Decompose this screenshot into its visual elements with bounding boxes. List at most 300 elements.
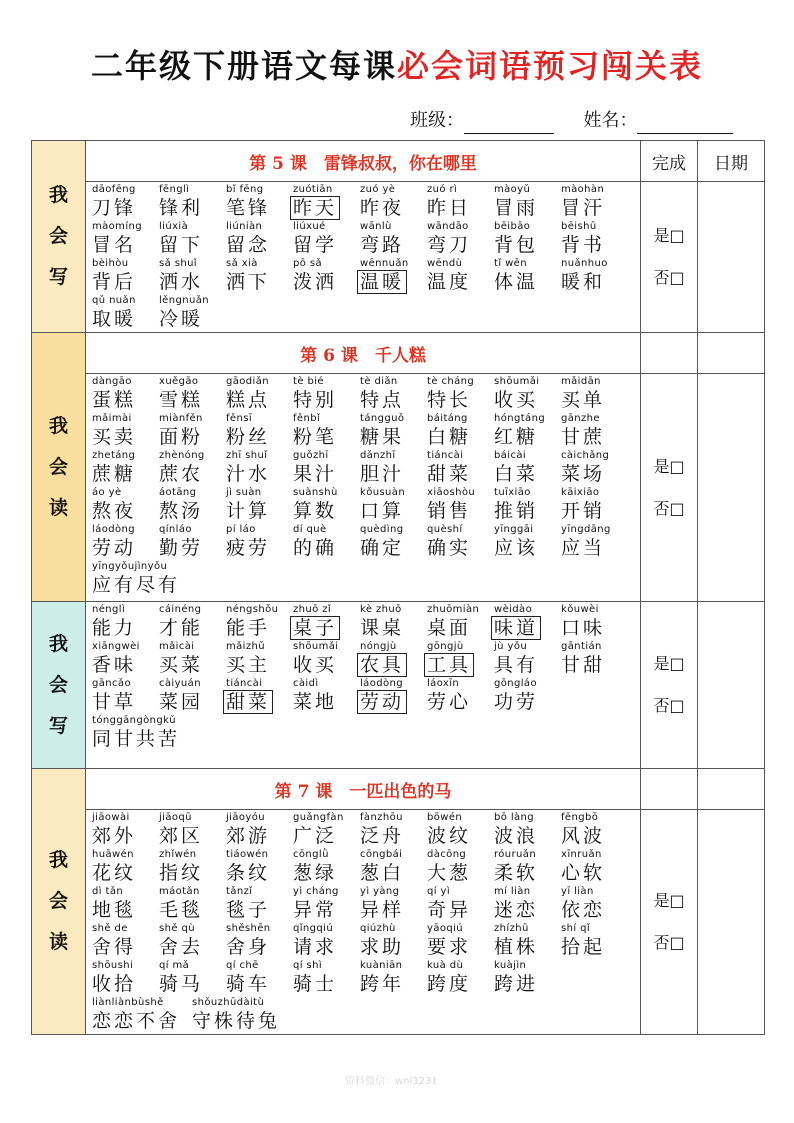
word-hanzi: 郊游: [226, 825, 271, 847]
word-hanzi: 温暖: [357, 270, 407, 294]
page-title: [0, 44, 794, 88]
word-pinyin: qínláo: [159, 524, 192, 535]
word-pinyin: shě qù: [159, 923, 195, 934]
word-hanzi: 拾起: [561, 936, 606, 958]
word-item: [494, 221, 561, 257]
word-pinyin: qí yì: [427, 886, 451, 897]
class-label: 班级：: [410, 110, 464, 131]
word-pinyin: zhetáng: [92, 450, 136, 461]
word-pinyin: bǐ fēng: [226, 184, 264, 195]
word-pinyin: tángguǒ: [360, 413, 405, 424]
word-hanzi: 面粉: [159, 426, 204, 448]
word-hanzi: 同甘共苦: [92, 728, 181, 750]
word-pinyin: dāofēng: [92, 184, 136, 195]
word-hanzi: 买单: [561, 389, 606, 411]
word-pinyin: bēishū: [561, 221, 597, 232]
word-item: [159, 524, 226, 560]
word-pinyin: lěngnuǎn: [159, 295, 209, 306]
word-list: [86, 374, 640, 598]
word-pinyin: suànshù: [293, 487, 338, 498]
word-item: [427, 221, 494, 257]
lesson-title: 第 6 课 千人糕: [86, 333, 641, 374]
word-item: [494, 487, 561, 523]
title-black-part: 二年级下册语文每课: [90, 47, 397, 85]
word-hanzi: 求助: [360, 936, 405, 958]
word-hanzi: 迷恋: [494, 899, 539, 921]
word-hanzi: 雪糕: [159, 389, 204, 411]
no-checkbox[interactable]: 否□: [653, 498, 685, 518]
word-hanzi: 留学: [293, 234, 338, 256]
word-pinyin: gāncǎo: [92, 678, 131, 689]
word-pinyin: càichǎng: [561, 450, 610, 461]
word-hanzi: 白菜: [494, 463, 539, 485]
word-item: [427, 413, 494, 449]
word-pinyin: màoyǔ: [494, 184, 531, 195]
yes-checkbox[interactable]: 是□: [653, 891, 685, 910]
word-item: [92, 886, 159, 922]
word-hanzi: 能力: [92, 617, 137, 639]
no-checkbox[interactable]: 否□: [653, 933, 685, 952]
word-pinyin: dàngāo: [92, 376, 132, 387]
word-hanzi: 泼洒: [293, 271, 338, 293]
word-hanzi: 口味: [561, 617, 606, 639]
word-item: [494, 641, 561, 677]
no-checkbox[interactable]: 否□: [653, 696, 685, 715]
word-hanzi: 舍去: [159, 936, 204, 958]
word-pinyin: bēibāo: [494, 221, 531, 232]
word-hanzi: 笔锋: [226, 197, 271, 219]
word-list-cell: [86, 602, 641, 769]
word-pinyin: tǐ wēn: [494, 258, 527, 269]
word-pinyin: kuà dù: [427, 960, 464, 971]
word-item: [293, 184, 360, 220]
word-pinyin: xuěgāo: [159, 376, 199, 387]
word-item: [494, 258, 561, 294]
word-hanzi: 背书: [561, 234, 606, 256]
word-hanzi: 请求: [293, 936, 338, 958]
word-hanzi: 舍得: [92, 936, 137, 958]
word-pinyin: qí shì: [293, 960, 323, 971]
word-pinyin: kǒusuàn: [360, 487, 406, 498]
word-pinyin: kè zhuō: [360, 604, 402, 615]
word-item: [494, 413, 561, 449]
word-item: [561, 812, 628, 848]
word-pinyin: bèihòu: [92, 258, 129, 269]
word-item: [226, 849, 293, 885]
word-hanzi: 劳动: [357, 690, 407, 714]
lesson-header-row: [32, 333, 765, 374]
word-item: [92, 678, 159, 714]
word-pinyin: yāoqiú: [427, 923, 464, 934]
word-item: [494, 812, 561, 848]
word-pinyin: mǎimài: [92, 413, 132, 424]
word-pinyin: fěnbǐ: [293, 413, 321, 424]
word-pinyin: láoxīn: [427, 678, 460, 689]
title-red-part: 必会词语预习闯关表: [397, 47, 704, 85]
header-date: 日期: [698, 141, 765, 182]
word-hanzi: 白糖: [427, 426, 472, 448]
word-item: [494, 678, 561, 714]
word-hanzi: 背包: [494, 234, 539, 256]
word-hanzi: 跨度: [427, 973, 472, 995]
word-pinyin: dàcōng: [427, 849, 467, 860]
word-hanzi: 骑士: [293, 973, 338, 995]
word-item: [226, 450, 293, 486]
word-item: [360, 450, 427, 486]
word-hanzi: 泛舟: [360, 825, 405, 847]
word-item: [159, 450, 226, 486]
word-item: [159, 258, 226, 294]
side-char: 读: [48, 496, 68, 519]
word-item: [159, 221, 226, 257]
word-hanzi: 甜菜: [427, 463, 472, 485]
word-pinyin: liúxià: [159, 221, 189, 232]
word-pinyin: shōumǎi: [494, 376, 540, 387]
word-pinyin: néngshǒu: [226, 604, 279, 615]
word-item: [360, 487, 427, 523]
word-pinyin: liúxué: [293, 221, 326, 232]
word-pinyin: zhuō zǐ: [293, 604, 332, 615]
word-hanzi: 收买: [494, 389, 539, 411]
word-pinyin: pō sǎ: [293, 258, 322, 269]
word-item: [427, 678, 494, 714]
word-pinyin: láodòng: [360, 678, 403, 689]
word-item: [561, 221, 628, 257]
word-list-cell: [86, 182, 641, 333]
word-hanzi: 才能: [159, 617, 204, 639]
word-pinyin: wēnnuǎn: [360, 258, 409, 269]
word-item: [494, 960, 561, 996]
word-item: [293, 678, 360, 714]
word-pinyin: zhǐwén: [159, 849, 197, 860]
word-item: [494, 849, 561, 885]
word-item: [360, 413, 427, 449]
word-pinyin: tuīxiāo: [494, 487, 531, 498]
word-hanzi: 锋利: [159, 197, 204, 219]
word-item: [561, 450, 628, 486]
date-cell[interactable]: [698, 182, 765, 333]
word-item: [159, 812, 226, 848]
word-item: [293, 960, 360, 996]
word-item: [92, 561, 225, 597]
word-hanzi: 口算: [360, 500, 405, 522]
word-row: [32, 182, 765, 333]
word-hanzi: 葱绿: [293, 862, 338, 884]
lesson-title: 第 7 课 一匹出色的马: [86, 769, 641, 810]
side-char: 会: [48, 673, 68, 696]
word-hanzi: 体温: [494, 271, 539, 293]
word-pinyin: wāndāo: [427, 221, 469, 232]
word-item: [226, 812, 293, 848]
word-hanzi: 洒下: [226, 271, 271, 293]
word-item: [92, 923, 159, 959]
word-hanzi: 异样: [360, 899, 405, 921]
word-hanzi: 桌面: [427, 617, 472, 639]
word-pinyin: gānzhe: [561, 413, 600, 424]
word-item: [427, 641, 494, 677]
word-hanzi: 劳动: [92, 537, 137, 559]
word-hanzi: 计算: [226, 500, 271, 522]
word-item: [561, 641, 628, 677]
word-item: [360, 641, 427, 677]
word-item: [226, 604, 293, 640]
word-item: [92, 221, 159, 257]
word-hanzi: 郊外: [92, 825, 137, 847]
word-hanzi: 功劳: [494, 691, 539, 713]
word-hanzi: 骑马: [159, 973, 204, 995]
word-item: [226, 524, 293, 560]
word-pinyin: mǎizhǔ: [226, 641, 265, 652]
yes-checkbox[interactable]: 是□: [653, 456, 685, 476]
date-cell[interactable]: [698, 602, 765, 769]
word-item: [226, 960, 293, 996]
word-hanzi: 冒名: [92, 234, 137, 256]
word-pinyin: sǎ shuǐ: [159, 258, 197, 269]
word-item: [293, 413, 360, 449]
word-hanzi: 大葱: [427, 862, 472, 884]
completion-status: [641, 602, 698, 769]
word-pinyin: càiyuán: [159, 678, 201, 689]
word-item: [293, 886, 360, 922]
word-item: [293, 487, 360, 523]
word-item: [293, 604, 360, 640]
word-item: [226, 258, 293, 294]
word-list-cell: [86, 810, 641, 1035]
class-name-line: [410, 108, 733, 134]
word-pinyin: jù yǒu: [494, 641, 528, 652]
name-field[interactable]: [637, 113, 733, 134]
side-char: 会: [48, 890, 68, 912]
word-hanzi: 算数: [293, 500, 338, 522]
word-hanzi: 劳心: [427, 691, 472, 713]
word-pinyin: máotǎn: [159, 886, 200, 897]
completion-status: [641, 374, 698, 602]
word-item: [494, 376, 561, 412]
word-hanzi: 毯子: [226, 899, 271, 921]
empty-cell: [641, 769, 698, 810]
word-item: [92, 997, 192, 1033]
word-item: [494, 886, 561, 922]
word-item: [159, 487, 226, 523]
word-item: [293, 524, 360, 560]
word-pinyin: dì tǎn: [92, 886, 124, 897]
word-pinyin: cōnglǜ: [293, 849, 329, 860]
side-char: 写: [48, 266, 68, 288]
side-char: 写: [48, 714, 68, 737]
word-item: [561, 487, 628, 523]
word-pinyin: fànzhōu: [360, 812, 403, 823]
word-item: [360, 886, 427, 922]
word-hanzi: 昨夜: [360, 197, 405, 219]
word-item: [92, 715, 225, 751]
word-item: [427, 849, 494, 885]
word-hanzi: 特点: [360, 389, 405, 411]
word-hanzi: 收拾: [92, 973, 137, 995]
word-hanzi: 课桌: [360, 617, 405, 639]
word-item: [293, 923, 360, 959]
word-pinyin: màohàn: [561, 184, 605, 195]
yes-checkbox[interactable]: 是□: [653, 226, 685, 245]
completion-status: [641, 182, 698, 333]
word-item: [494, 524, 561, 560]
side-char: 我: [48, 414, 68, 437]
word-list: [86, 602, 640, 752]
word-pinyin: shěshēn: [226, 923, 271, 934]
word-pinyin: tǎnzǐ: [226, 886, 253, 897]
word-item: [561, 258, 628, 294]
word-pinyin: xīnruǎn: [561, 849, 602, 860]
word-item: [427, 524, 494, 560]
word-hanzi: 推销: [494, 500, 539, 522]
word-item: [360, 923, 427, 959]
word-pinyin: gāodiǎn: [226, 376, 269, 387]
word-item: [293, 221, 360, 257]
word-pinyin: shě de: [92, 923, 128, 934]
side-char: 会: [48, 455, 68, 478]
word-item: [159, 960, 226, 996]
word-item: [159, 295, 226, 331]
word-hanzi: 甘甜: [561, 654, 606, 676]
empty-cell: [641, 333, 698, 374]
word-item: [427, 450, 494, 486]
word-item: [427, 184, 494, 220]
word-item: [159, 886, 226, 922]
word-hanzi: 弯刀: [427, 234, 472, 256]
vocab-table: [31, 140, 765, 1035]
word-item: [494, 184, 561, 220]
word-pinyin: fěnsī: [226, 413, 252, 424]
word-item: [159, 849, 226, 885]
word-hanzi: 依恋: [561, 899, 606, 921]
word-pinyin: nénglì: [92, 604, 126, 615]
word-hanzi: 熬夜: [92, 500, 137, 522]
word-pinyin: kāixiāo: [561, 487, 600, 498]
word-item: [293, 258, 360, 294]
word-pinyin: yì cháng: [293, 886, 339, 897]
word-pinyin: tè diǎn: [360, 376, 398, 387]
word-hanzi: 甘蔗: [561, 426, 606, 448]
word-item: [427, 960, 494, 996]
word-pinyin: áotāng: [159, 487, 197, 498]
word-hanzi: 菜地: [293, 691, 338, 713]
word-hanzi: 弯路: [360, 234, 405, 256]
date-cell[interactable]: [698, 810, 765, 1035]
word-hanzi: 甜菜: [223, 690, 273, 714]
word-item: [360, 604, 427, 640]
word-item: [561, 413, 628, 449]
word-pinyin: jiāoqū: [159, 812, 192, 823]
word-hanzi: 销售: [427, 500, 472, 522]
word-hanzi: 恋恋不舍: [92, 1010, 181, 1032]
word-row: [32, 602, 765, 769]
header-done: 完成: [641, 141, 698, 182]
class-field[interactable]: [464, 113, 554, 134]
word-item: [561, 184, 628, 220]
date-cell[interactable]: [698, 374, 765, 602]
word-item: [192, 997, 292, 1033]
word-pinyin: jiāoyóu: [226, 812, 265, 823]
word-item: [427, 376, 494, 412]
word-row: [32, 810, 765, 1035]
word-hanzi: 确定: [360, 537, 405, 559]
word-hanzi: 特别: [293, 389, 338, 411]
word-pinyin: wēndù: [427, 258, 463, 269]
word-item: [360, 849, 427, 885]
no-checkbox[interactable]: 否□: [653, 268, 685, 287]
word-item: [159, 923, 226, 959]
word-hanzi: 冒汗: [561, 197, 606, 219]
word-hanzi: 广泛: [293, 825, 338, 847]
word-hanzi: 具有: [494, 654, 539, 676]
yes-checkbox[interactable]: 是□: [653, 654, 685, 673]
word-pinyin: jiāowài: [92, 812, 130, 823]
word-item: [226, 184, 293, 220]
word-hanzi: 留下: [159, 234, 204, 256]
word-list: [86, 182, 640, 332]
word-hanzi: 波纹: [427, 825, 472, 847]
word-item: [92, 849, 159, 885]
word-pinyin: càidì: [293, 678, 319, 689]
word-pinyin: kuàniān: [360, 960, 403, 971]
word-item: [92, 258, 159, 294]
lesson-title: 第 5 课 雷锋叔叔，你在哪里: [86, 141, 641, 182]
word-item: [494, 604, 561, 640]
word-item: [159, 376, 226, 412]
word-pinyin: dǎnzhī: [360, 450, 396, 461]
word-hanzi: 糕点: [226, 389, 271, 411]
word-item: [360, 678, 427, 714]
word-pinyin: liànliànbùshě: [92, 997, 164, 1008]
word-pinyin: mǎidān: [561, 376, 601, 387]
word-hanzi: 条纹: [226, 862, 271, 884]
word-item: [427, 812, 494, 848]
side-char: 我: [48, 849, 68, 871]
word-item: [360, 376, 427, 412]
word-pinyin: shōumǎi: [293, 641, 339, 652]
word-pinyin: kuàjìn: [494, 960, 527, 971]
word-pinyin: sǎ xià: [226, 258, 258, 269]
word-hanzi: 蛋糕: [92, 389, 137, 411]
word-pinyin: qí chē: [226, 960, 259, 971]
word-item: [494, 450, 561, 486]
word-pinyin: bō làng: [494, 812, 535, 823]
word-pinyin: yī liàn: [561, 886, 594, 897]
lesson-header-row: [32, 141, 765, 182]
word-hanzi: 粉笔: [293, 426, 338, 448]
word-item: [92, 413, 159, 449]
word-hanzi: 刀锋: [92, 197, 137, 219]
word-item: [427, 604, 494, 640]
word-item: [159, 184, 226, 220]
side-char: 读: [48, 931, 68, 953]
word-item: [293, 641, 360, 677]
word-hanzi: 波浪: [494, 825, 539, 847]
word-pinyin: qǐngqiú: [293, 923, 334, 934]
word-pinyin: zhènóng: [159, 450, 205, 461]
word-item: [561, 376, 628, 412]
word-pinyin: nuǎnhuo: [561, 258, 608, 269]
word-item: [293, 450, 360, 486]
word-pinyin: pí láo: [226, 524, 256, 535]
word-pinyin: shí qǐ: [561, 923, 591, 934]
word-pinyin: qí mǎ: [159, 960, 190, 971]
word-item: [561, 524, 628, 560]
word-item: [293, 376, 360, 412]
word-hanzi: 蔗农: [159, 463, 204, 485]
word-hanzi: 蔗糖: [92, 463, 137, 485]
word-item: [561, 886, 628, 922]
word-item: [561, 849, 628, 885]
